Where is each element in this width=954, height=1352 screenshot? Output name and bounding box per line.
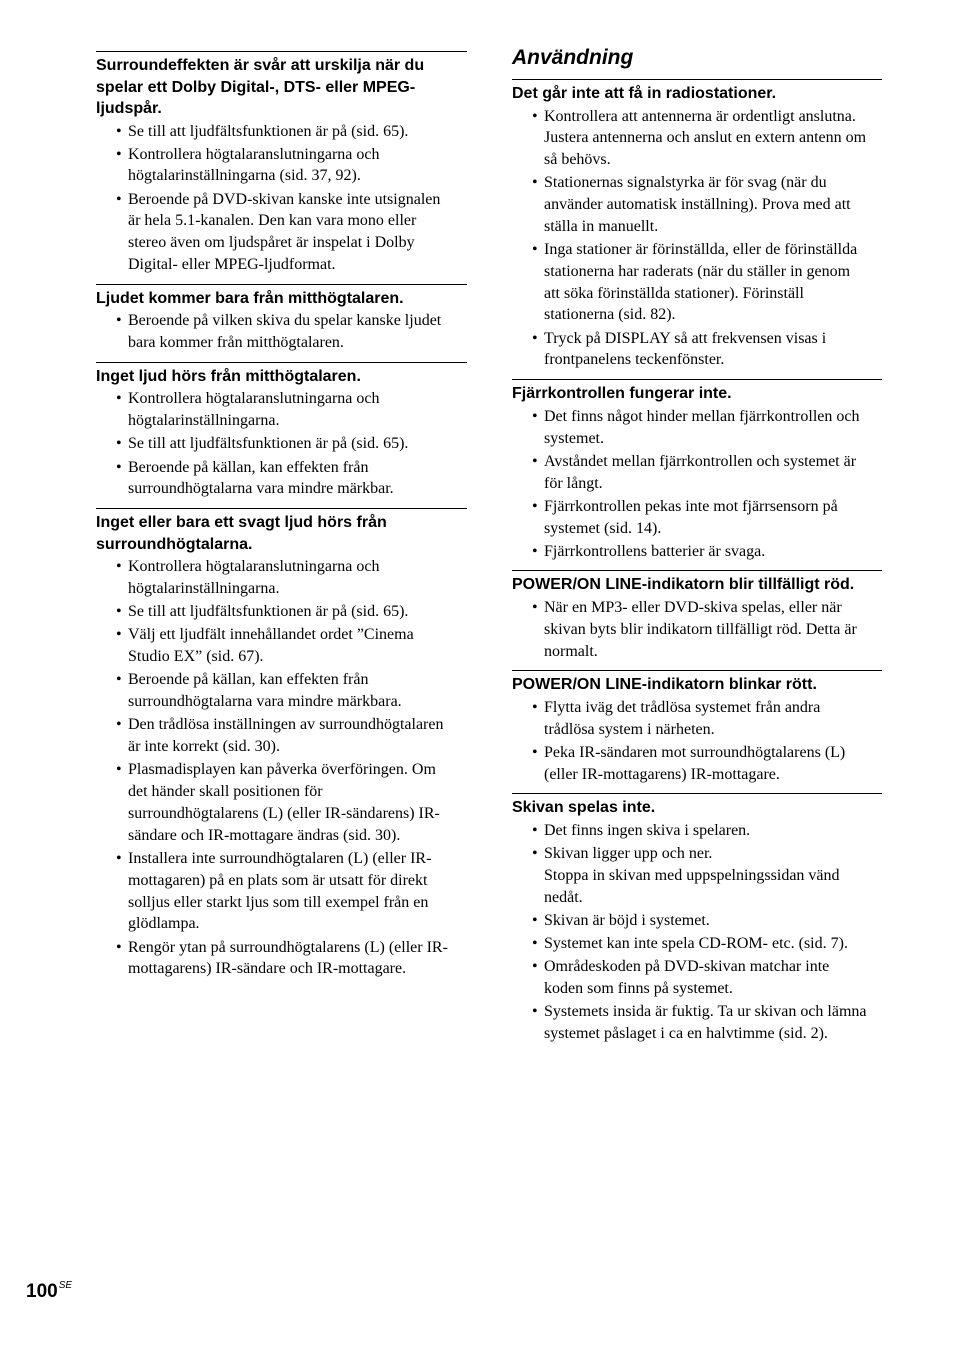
bullet-icon: • [532,1003,538,1021]
item-text-line: glödlampa. [128,915,200,933]
bullet-icon: • [532,698,538,716]
item-text-line: stationerna har raderats (när du ställer in genom [544,262,851,280]
item-text-line: Rengör ytan på surroundhögtalarens (L) (eller IR- [128,938,448,956]
bullet-icon: • [116,849,122,867]
item-text-line: skivan byts blir indikatorn tillfälligt röd. Detta är [544,620,857,638]
list-item [512,597,882,662]
heading-line: spelar ett Dolby Digital-, DTS- eller MPEG- [96,78,416,96]
troubleshooting-section [96,362,467,500]
bullet-icon: • [116,458,122,476]
bullet-icon: • [532,497,538,515]
item-text-line: Stoppa in skivan med uppspelningssidan vänd [544,866,840,884]
item-text-line: surroundhögtalarna vara mindre märkbara. [128,693,402,711]
item-text-line: trådlösa system i närheten. [544,720,715,738]
page-number [26,1281,72,1303]
item-text-line: Beroende på källan, kan effekten från [128,458,369,476]
page-number-value: 100 [26,1281,58,1302]
troubleshooting-section [512,793,882,1044]
list-item [512,239,882,326]
section-heading [96,51,467,120]
list-item [96,714,467,758]
item-text-line: Fjärrkontrollen pekas inte mot fjärrsensorn på [544,497,838,515]
item-text-line: Se till att ljudfältsfunktionen är på (sid. 65). [128,435,409,453]
list-item [512,451,882,495]
item-text-line: mottagarens) IR-sändare och IR-mottagare. [128,960,407,978]
item-text-line: Skivan ligger upp och ner. [544,845,713,863]
item-text-line: systemet påslaget i ca en halvtimme (sid. 2). [544,1025,828,1043]
item-text-line: Skivan är böjd i systemet. [544,911,710,929]
list-item [512,956,882,1000]
heading-line: POWER/ON LINE-indikatorn blir tillfälligt röd. [512,576,855,594]
item-text-line: att söka förinställda stationer). Förinställ [544,284,804,302]
bullet-list [96,121,467,276]
item-text-line: Välj ett ljudfält innehållandet ordet ”Cinema [128,626,414,644]
list-item [96,601,467,623]
bullet-icon: • [532,329,538,347]
item-text-line: Beroende på DVD-skivan kanske inte utsignalen [128,190,441,208]
bullet-icon: • [532,107,538,125]
troubleshooting-section [96,51,467,276]
item-text-line: Peka IR-sändaren mot surroundhögtalarens (L) [544,743,846,761]
item-text-line: systemet (sid. 14). [544,519,662,537]
section-heading [512,570,882,596]
list-item [512,541,882,563]
section-title: Användning [512,46,634,69]
bullet-icon: • [116,435,122,453]
item-text-line: bara kommer från mitthögtalaren. [128,334,344,352]
list-item [96,189,467,276]
section-heading [96,508,467,555]
bullet-icon: • [532,743,538,761]
bullet-list [96,556,467,980]
bullet-list [96,388,467,500]
item-text-line: är hela 5.1-kanalen. Den kan vara mono eller [128,212,417,230]
item-text-line: högtalarinställningarna. [128,412,280,430]
bullet-list [512,597,882,662]
item-text-line: mottagaren) på en plats som är utsatt för direkt [128,871,428,889]
item-text-line: sändare och IR-mottagare ändras (sid. 30). [128,826,401,844]
heading-line: Surroundeffekten är svår att urskilja när du [96,57,425,74]
left-column [96,51,467,988]
list-item [512,172,882,237]
item-text-line: använder automatisk inställning). Prova med att [544,196,851,214]
item-text-line: Inga stationer är förinställda, eller de förinställda [544,241,858,259]
bullet-list [512,697,882,786]
bullet-icon: • [116,671,122,689]
list-item [96,624,467,668]
list-item [96,388,467,432]
section-heading [512,793,882,819]
item-text-line: Beroende på vilken skiva du spelar kanske ljudet [128,312,442,330]
list-item [512,406,882,450]
bullet-icon: • [532,241,538,259]
bullet-icon: • [532,598,538,616]
list-item [96,144,467,188]
item-text-line: Det finns något hinder mellan fjärrkontrollen och [544,407,860,425]
section-heading [512,379,882,405]
item-text-line: Flytta iväg det trådlösa systemet från andra [544,698,821,716]
item-text-line: för långt. [544,474,603,492]
item-text-line: stereo även om ljudspåret är inspelat i Dolby [128,234,415,252]
troubleshooting-section [512,670,882,785]
bullet-icon: • [116,190,122,208]
bullet-icon: • [116,626,122,644]
item-text-line: Systemet kan inte spela CD-ROM- etc. (sid. 7). [544,935,848,953]
item-text-line: (eller IR-mottagarens) IR-mottagare. [544,765,780,783]
bullet-icon: • [116,122,122,140]
bullet-icon: • [116,938,122,956]
list-item [96,310,467,354]
item-text-line: Den trådlösa inställningen av surroundhögtalaren [128,716,444,734]
bullet-list [512,406,882,563]
item-text-line: Kontrollera högtalaranslutningarna och [128,558,380,576]
item-text-line: solljus eller starkt ljus som till exempel från en [128,893,429,911]
bullet-icon: • [532,821,538,839]
bullet-icon: • [116,145,122,163]
bullet-icon: • [532,542,538,560]
section-heading [96,362,467,388]
list-item [512,933,882,955]
item-text-line: Det finns ingen skiva i spelaren. [544,821,751,839]
list-item [512,742,882,786]
item-text-line: Fjärrkontrollens batterier är svaga. [544,542,766,560]
bullet-icon: • [532,958,538,976]
list-item [512,820,882,842]
heading-line: Skivan spelas inte. [512,799,656,817]
heading-line: ljudspår. [96,100,162,117]
heading-line: Det går inte att få in radiostationer. [512,85,777,102]
item-text-line: Digital- eller MPEG-ljudformat. [128,256,336,274]
troubleshooting-section [96,508,467,980]
heading-line: Ljudet kommer bara från mitthögtalaren. [96,289,404,307]
heading-line: Inget eller bara ett svagt ljud hörs från [96,514,387,532]
item-text-line: normalt. [544,642,598,660]
list-item [512,910,882,932]
bullet-icon: • [116,761,122,779]
bullet-icon: • [532,174,538,192]
bullet-icon: • [532,407,538,425]
right-column [512,45,882,1053]
item-text-line: ställa in manuellt. [544,217,659,235]
item-text-line: nedåt. [544,888,583,906]
list-item [96,433,467,455]
bullet-icon: • [532,845,538,863]
item-text-line: Kontrollera högtalaranslutningarna och [128,390,380,408]
section-heading [512,79,882,105]
item-text-line: När en MP3- eller DVD-skiva spelas, eller när [544,598,842,616]
item-text-line: Plasmadisplayen kan påverka överföringen. Om [128,761,436,779]
item-text-line: Stationernas signalstyrka är för svag (när du [544,174,827,192]
item-text-line: Studio EX” (sid. 67). [128,648,264,666]
right-sections [512,79,882,1045]
item-text-line: är inte korrekt (sid. 30). [128,738,280,756]
list-item [512,843,882,908]
troubleshooting-section [512,570,882,662]
bullet-list [512,820,882,1045]
item-text-line: Beroende på källan, kan effekten från [128,671,369,689]
list-item [512,106,882,171]
item-text-line: Tryck på DISPLAY så att frekvensen visas i [544,329,827,347]
list-item [512,496,882,540]
item-text-line: koden som finns på systemet. [544,980,733,998]
list-item [512,328,882,372]
item-text-line: frontpanelens teckenfönster. [544,351,725,369]
bullet-icon: • [116,716,122,734]
list-item [96,937,467,981]
item-text-line: Avståndet mellan fjärrkontrollen och systemet är [544,452,857,470]
item-text-line: Kontrollera högtalaranslutningarna och [128,145,380,163]
item-text-line: surroundhögtalarna vara mindre märkbar. [128,480,394,498]
bullet-icon: • [532,911,538,929]
bullet-icon: • [116,312,122,330]
item-text-line: högtalarinställningarna (sid. 37, 92). [128,167,361,185]
heading-line: POWER/ON LINE-indikatorn blinkar rött. [512,676,817,694]
page-number-suffix: SE [58,1280,73,1291]
item-text-line: Se till att ljudfältsfunktionen är på (sid. 65). [128,603,409,621]
heading-line: Inget ljud hörs från mitthögtalaren. [96,367,361,385]
section-heading [512,670,882,696]
bullet-list [96,310,467,354]
list-item [512,1001,882,1045]
bullet-icon: • [532,452,538,470]
list-item [96,457,467,501]
list-item [96,848,467,935]
list-item [96,121,467,143]
item-text-line: Se till att ljudfältsfunktionen är på (sid. 65). [128,122,409,140]
item-text-line: Installera inte surroundhögtalaren (L) (eller IR- [128,849,432,867]
bullet-icon: • [116,558,122,576]
list-item [96,759,467,846]
troubleshooting-section [512,379,882,562]
bullet-icon: • [532,935,538,953]
bullet-icon: • [116,603,122,621]
item-text-line: surroundhögtalarens (L) (eller IR-sändarens) IR- [128,804,440,822]
list-item [512,697,882,741]
troubleshooting-section [96,284,467,354]
item-text-line: det händer skall positionen för [128,783,323,801]
troubleshooting-section [512,79,882,371]
item-text-line: Systemets insida är fuktig. Ta ur skivan och lämna [544,1003,867,1021]
heading-line: surroundhögtalarna. [96,535,253,553]
item-text-line: högtalarinställningarna. [128,580,280,598]
item-text-line: så behövs. [544,151,611,169]
item-text-line: systemet. [544,429,604,447]
list-item [96,556,467,600]
bullet-list [512,106,882,372]
section-heading [96,284,467,310]
bullet-icon: • [116,390,122,408]
item-text-line: Kontrollera att antennerna är ordentligt anslutna. [544,107,856,125]
heading-line: Fjärrkontrollen fungerar inte. [512,385,732,403]
item-text-line: Justera antennerna och anslut en extern antenn om [544,129,867,147]
item-text-line: stationerna (sid. 82). [544,306,676,324]
list-item [96,669,467,713]
item-text-line: Områdeskoden på DVD-skivan matchar inte [544,958,830,976]
